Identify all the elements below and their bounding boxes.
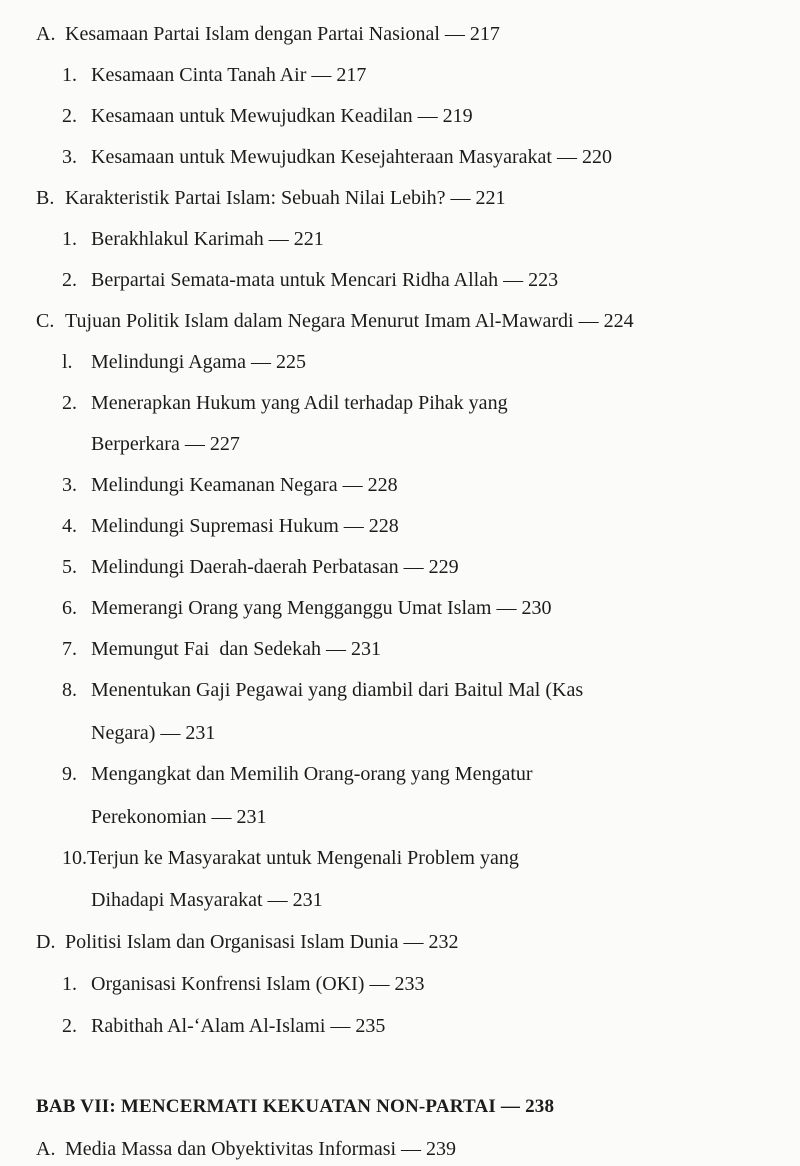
- toc-entry-b-1: [62, 227, 324, 251]
- toc-entry-c-3: [62, 473, 398, 497]
- toc-entry-label: D.: [36, 931, 56, 953]
- toc-entry-c-2: [62, 391, 508, 415]
- toc-entry-label: 5.: [62, 556, 77, 578]
- toc-entry-label: 9.: [62, 763, 77, 785]
- toc-entry-label: 1.: [62, 973, 77, 995]
- toc-entry-text: Berpartai Semata-mata untuk Mencari Ridha Allah — 223: [91, 269, 559, 291]
- toc-entry-label: 3.: [62, 146, 77, 168]
- toc-entry-label: l.: [62, 351, 73, 373]
- toc-entry-label: 2.: [62, 392, 77, 414]
- toc-entry-c-4: [62, 514, 399, 538]
- toc-entry-text: Karakteristik Partai Islam: Sebuah Nilai Lebih? — 221: [65, 187, 506, 209]
- toc-entry-c-2-cont: [91, 432, 240, 456]
- toc-entry-text: Politisi Islam dan Organisasi Islam Dunia — 232: [65, 931, 459, 953]
- toc-entry-text: Media Massa dan Obyektivitas Informasi — 239: [65, 1138, 457, 1160]
- toc-entry-d: [36, 930, 459, 954]
- toc-entry-label: 2.: [62, 269, 77, 291]
- toc-entry-label: A.: [36, 1138, 56, 1160]
- toc-entry-a-3: [62, 145, 612, 169]
- toc-entry-label: 2.: [62, 1015, 77, 1037]
- toc-entry-a: [36, 22, 500, 46]
- chapter-first-entry: [36, 1137, 456, 1161]
- toc-entry-text: Perekonomian — 231: [91, 806, 267, 828]
- toc-entry-label: 4.: [62, 515, 77, 537]
- toc-entry-label: C.: [36, 310, 55, 332]
- toc-entry-b-2: [62, 268, 558, 292]
- toc-entry-a-2: [62, 104, 473, 128]
- toc-entry-text: Berperkara — 227: [91, 433, 240, 455]
- toc-entry-text: Tujuan Politik Islam dalam Negara Menurut Imam Al-Mawardi — 224: [65, 310, 634, 332]
- toc-entry-text: Kesamaan Cinta Tanah Air — 217: [91, 64, 367, 86]
- toc-entry-label: 6.: [62, 597, 77, 619]
- toc-entry-label: A.: [36, 23, 56, 45]
- toc-entry-text: Terjun ke Masyarakat untuk Mengenali Problem yang: [87, 847, 519, 869]
- toc-entry-b: [36, 186, 505, 210]
- toc-entry-c-9: [62, 762, 533, 786]
- toc-entry-text: Kesamaan Partai Islam dengan Partai Nasional — 217: [65, 23, 500, 45]
- toc-entry-text: Rabithah Al-‘Alam Al-Islami — 235: [91, 1015, 386, 1037]
- toc-entry-text: Mengangkat dan Memilih Orang-orang yang Mengatur: [91, 763, 533, 785]
- toc-entry-text: Melindungi Keamanan Negara — 228: [91, 474, 398, 496]
- toc-entry-text: Negara) — 231: [91, 722, 216, 744]
- toc-entry-label: 1.: [62, 64, 77, 86]
- toc-entry-text: Memungut Fai dan Sedekah — 231: [91, 638, 381, 660]
- toc-entry-label: B.: [36, 187, 55, 209]
- toc-entry-d-1: [62, 972, 424, 996]
- toc-entry-c-6: [62, 596, 551, 620]
- chapter-heading: BAB VII: MENCERMATI KEKUATAN NON-PARTAI — 238: [36, 1096, 555, 1117]
- toc-entry-c-5: [62, 555, 459, 579]
- toc-entry-text: Melindungi Supremasi Hukum — 228: [91, 515, 399, 537]
- toc-entry-text: Kesamaan untuk Mewujudkan Keadilan — 219: [91, 105, 473, 127]
- toc-entry-label: 10.: [62, 847, 87, 869]
- toc-entry-label: 3.: [62, 474, 77, 496]
- toc-entry-c-8: [62, 678, 583, 702]
- toc-entry-c-7: [62, 637, 381, 661]
- toc-entry-text: Berakhlakul Karimah — 221: [91, 228, 324, 250]
- toc-entry-text: Melindungi Agama — 225: [91, 351, 306, 373]
- toc-entry-c-10-cont: [91, 888, 323, 912]
- toc-entry-text: Menentukan Gaji Pegawai yang diambil dari Baitul Mal (Kas: [91, 679, 584, 701]
- toc-entry-text: Melindungi Daerah-daerah Perbatasan — 229: [91, 556, 459, 578]
- toc-entry-text: Memerangi Orang yang Mengganggu Umat Islam — 230: [91, 597, 552, 619]
- toc-entry-c-1: [62, 350, 306, 374]
- toc-entry-label: 2.: [62, 105, 77, 127]
- toc-entry-text: Dihadapi Masyarakat — 231: [91, 889, 323, 911]
- toc-entry-text: Menerapkan Hukum yang Adil terhadap Pihak yang: [91, 392, 508, 414]
- toc-entry-c-10: [62, 846, 519, 870]
- toc-entry-label: 1.: [62, 228, 77, 250]
- toc-entry-c-8-cont: [91, 721, 215, 745]
- toc-entry-text: Organisasi Konfrensi Islam (OKI) — 233: [91, 973, 425, 995]
- toc-entry-label: 8.: [62, 679, 77, 701]
- toc-entry-text: Kesamaan untuk Mewujudkan Kesejahteraan Masyarakat — 220: [91, 146, 612, 168]
- toc-entry-d-2: [62, 1014, 385, 1038]
- toc-entry-c-9-cont: [91, 805, 267, 829]
- toc-entry-label: 7.: [62, 638, 77, 660]
- toc-entry-a-1: [62, 63, 366, 87]
- toc-entry-c: [36, 309, 634, 333]
